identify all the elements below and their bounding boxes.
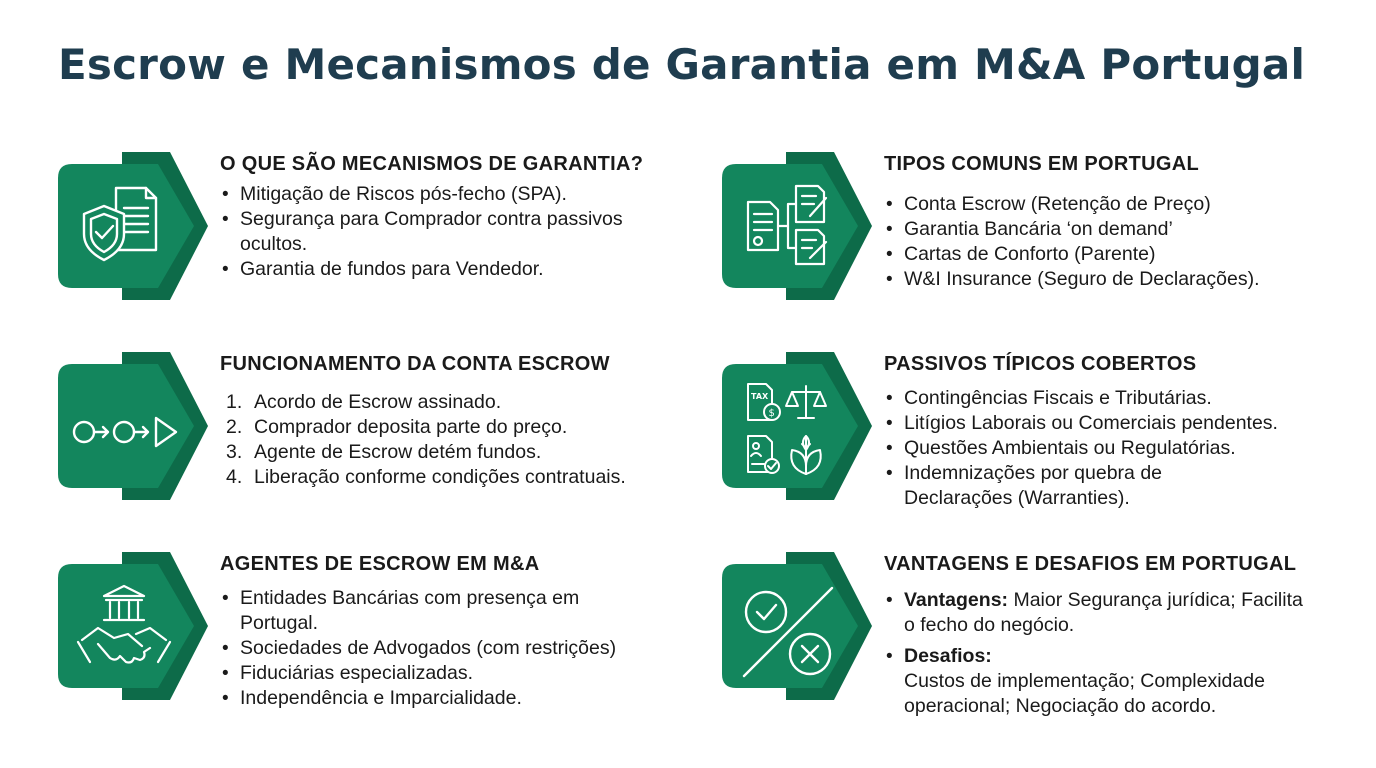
- list-item: • Entidades Bancárias com presença em Portugal.: [220, 586, 580, 636]
- list-item: 1. Acordo de Escrow assinado.: [226, 391, 502, 413]
- section-title: TIPOS COMUNS EM PORTUGAL: [884, 153, 1199, 175]
- section-types: [884, 152, 1354, 292]
- section-title: VANTAGENS E DESAFIOS EM PORTUGAL: [884, 553, 1297, 575]
- svg-text:TAX: TAX: [751, 392, 769, 401]
- section-what: [220, 152, 680, 282]
- check-cross-icon: [722, 552, 872, 700]
- list-item: • Indemnizações por quebra de Declarações (Warranties).: [884, 461, 1204, 511]
- shield-document-icon: [58, 152, 208, 300]
- section-title: O QUE SÃO MECANISMOS DE GARANTIA?: [220, 153, 644, 175]
- list-item: • Sociedades de Advogados (com restrições): [220, 636, 680, 661]
- list-item: • Questões Ambientais ou Regulatórias.: [884, 436, 1354, 461]
- section-title: AGENTES DE ESCROW EM M&A: [220, 553, 540, 575]
- list-item: • Independência e Imparcialidade.: [220, 686, 680, 711]
- documents-icon: [722, 152, 872, 300]
- list-item: [884, 588, 1304, 638]
- list-item: 4. Liberação conforme condições contratuais.: [226, 466, 626, 488]
- tax-scale-leaf-icon: [722, 352, 872, 500]
- list-item: [884, 644, 1324, 719]
- pros-label: Vantagens:: [904, 589, 1009, 611]
- section-liabilities: [884, 352, 1354, 511]
- process-flow-icon: [58, 352, 208, 500]
- bullet-list: [884, 588, 1354, 719]
- section-pros-cons: [884, 552, 1354, 719]
- list-item: • Contingências Fiscais e Tributárias.: [884, 386, 1354, 411]
- list-item: • Fiduciárias especializadas.: [220, 661, 680, 686]
- bullet-list: [884, 192, 1354, 292]
- section-title: PASSIVOS TÍPICOS COBERTOS: [884, 353, 1197, 375]
- list-item: • Garantia de fundos para Vendedor.: [220, 257, 680, 282]
- list-item: • Litígios Laborais ou Comerciais pendentes.: [884, 411, 1354, 436]
- pros-text: Maior Segurança jurídica; Facilita o fecho do negócio.: [904, 589, 1303, 636]
- list-item: 3. Agente de Escrow detém fundos.: [226, 441, 542, 463]
- svg-text:$: $: [768, 408, 775, 419]
- numbered-list: [220, 390, 680, 490]
- list-item: • Cartas de Conforto (Parente): [884, 242, 1354, 267]
- bullet-list: [220, 586, 680, 711]
- cons-text: Custos de implementação; Complexidade operacional; Negociação do acordo.: [904, 670, 1265, 717]
- bank-handshake-icon: [58, 552, 208, 700]
- section-agents: [220, 552, 680, 711]
- list-item: • Segurança para Comprador contra passivos ocultos.: [220, 207, 660, 257]
- list-item: • W&I Insurance (Seguro de Declarações).: [884, 267, 1354, 292]
- cons-label: Desafios:: [904, 645, 992, 667]
- bullet-list: [220, 182, 680, 282]
- list-item: • Conta Escrow (Retenção de Preço): [884, 192, 1354, 217]
- list-item: • Garantia Bancária ‘on demand’: [884, 217, 1354, 242]
- section-flow: [220, 352, 680, 490]
- list-item: 2. Comprador deposita parte do preço.: [226, 416, 568, 438]
- section-title: FUNCIONAMENTO DA CONTA ESCROW: [220, 353, 610, 375]
- bullet-list: [884, 386, 1354, 511]
- page-title: Escrow e Mecanismos de Garantia em M&A Portugal: [58, 40, 1306, 89]
- list-item: • Mitigação de Riscos pós-fecho (SPA).: [220, 182, 680, 207]
